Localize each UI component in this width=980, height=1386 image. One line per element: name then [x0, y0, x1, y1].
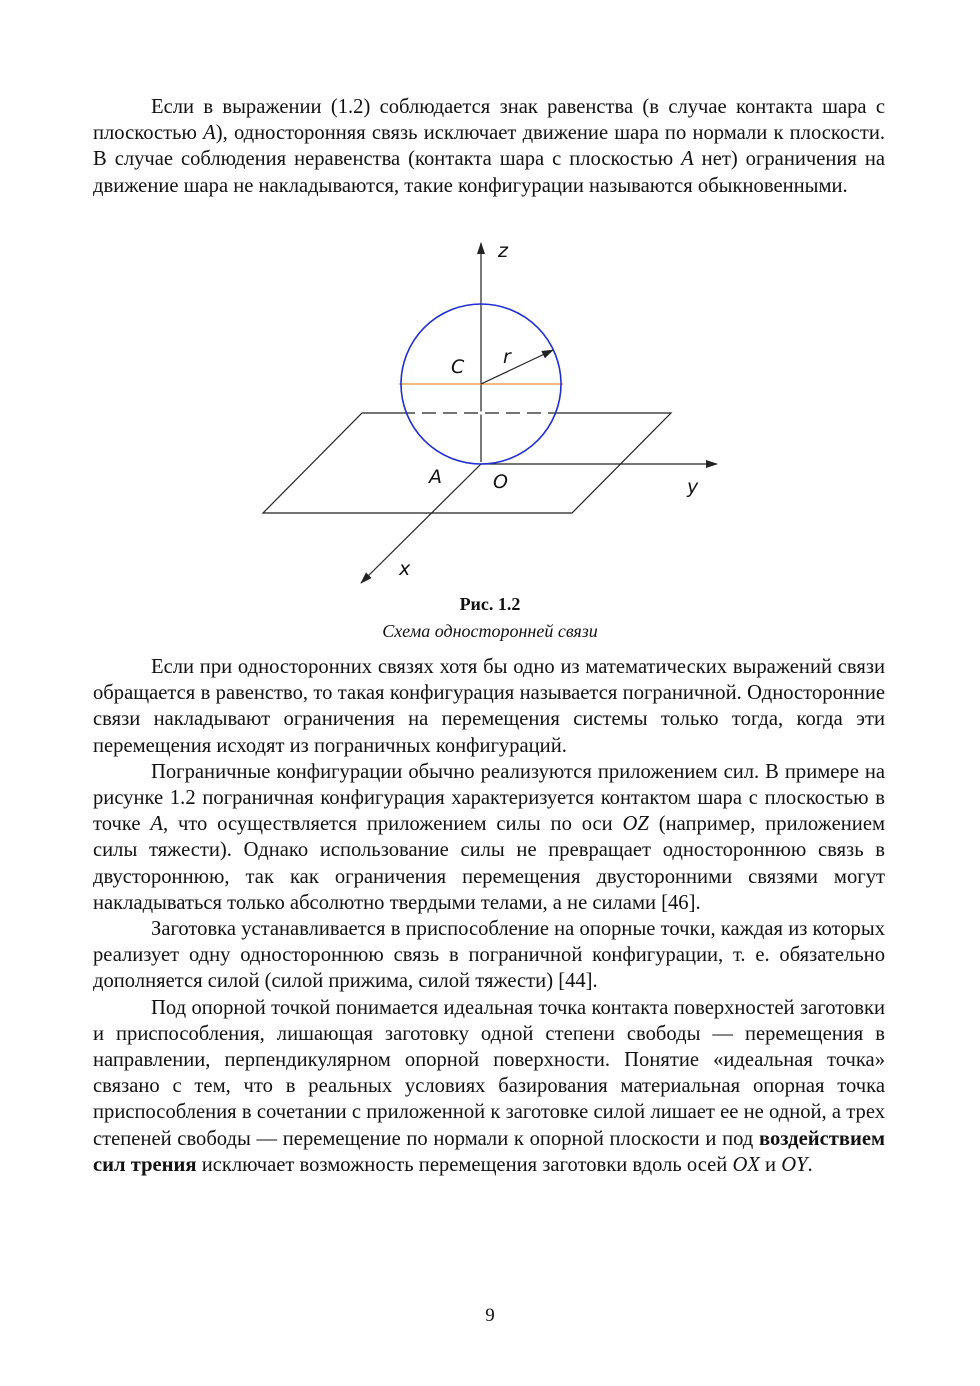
conjunction: и — [759, 1153, 782, 1176]
paragraph-1-text-b: ), односторонняя связь исключает движение шара по нормали к плоскости. В случае соблюдения неравенства (контакта шара с плоскостью — [93, 122, 885, 171]
paragraph-5-text-b: исключает возможность перемещения заготовки вдоль осей — [196, 1153, 733, 1176]
paragraph-5 — [93, 995, 885, 1178]
paragraph-3-text-c: (например, приложением силы тяжести). Однако использование силы не превращает одностороннюю связь в двустороннюю, так как ограничения перемещения двусторонними связями могут накладываться только абсолютно твердыми телами, а не силами [46]. — [93, 813, 885, 914]
paragraph-4: Заготовка устанавливается в приспособление на опорные точки, каждая из которых реализует одну одностороннюю связь в пограничной конфигурации, т. е. обязательно дополняется силой (силой прижима, силой тяжести) [44]. — [93, 918, 885, 993]
variable-oz: OZ — [622, 813, 649, 836]
paragraph-3 — [93, 759, 885, 916]
variable-a: A — [203, 122, 216, 145]
paragraph-3-text-a: Пограничные конфигурации обычно реализуются приложением сил. В примере на рисунке 1.2 пограничная конфигурация характеризуется контактом шара с плоскостью в точке — [93, 760, 885, 836]
bold-phrase: воздействием сил трения — [93, 1127, 885, 1176]
figure-caption-title: Рис. 1.2 — [459, 594, 521, 614]
figure-caption-subtitle: Схема односторонней связи — [382, 621, 598, 641]
label-y: y — [687, 476, 699, 498]
label-o: O — [493, 471, 508, 493]
label-z: z — [498, 240, 508, 262]
body-text — [93, 654, 885, 1178]
x-axis — [361, 464, 481, 583]
variable-oy: OY — [781, 1153, 808, 1176]
variable-ox: OX — [732, 1153, 760, 1176]
variable-a: A — [681, 148, 694, 171]
paragraph-1 — [93, 94, 885, 199]
figure-1-2 — [255, 237, 725, 589]
page-number: 9 — [485, 1305, 495, 1326]
sentence-end: . — [807, 1153, 813, 1176]
label-c: C — [451, 356, 465, 378]
paragraph-1-text-c: нет) ограничения на движение шара не накладываются, такие конфигурации называются обыкновенными. — [93, 148, 885, 197]
paragraph-3-text-b: , что осуществляется приложением силы по оси — [162, 813, 623, 836]
label-r: r — [503, 346, 511, 368]
label-x: x — [399, 558, 411, 580]
one-sided-constraint-diagram — [255, 237, 725, 589]
radius-arrow — [481, 350, 553, 384]
paragraph-5-text-a: Под опорной точкой понимается идеальная точка контакта поверхностей заготовки и приспособления, лишающая заготовку одной степени свободы — перемещения в направлении, перпендикулярном опорной поверхности. Понятие «идеальная точка» связано с тем, что в реальных условиях базирования материальная опорная точка приспособления в сочетании с приложенной к заготовке силой лишает ее не одной, а трех степеней свободы — перемещение по нормали к опорной плоскости и под — [93, 996, 885, 1150]
label-a: A — [429, 466, 442, 488]
variable-a: A — [150, 813, 163, 836]
paragraph-2: Если при односторонних связях хотя бы одно из математических выражений связи обращается в равенство, то такая конфигурация называется пограничной. Односторонние связи накладывают ограничения на перемещения системы только тогда, когда эти перемещения исходят из пограничных конфигураций. — [93, 656, 885, 757]
paragraph-1-text-a: Если в выражении (1.2) соблюдается знак равенства (в случае контакта шара с плоскостью — [93, 96, 885, 145]
